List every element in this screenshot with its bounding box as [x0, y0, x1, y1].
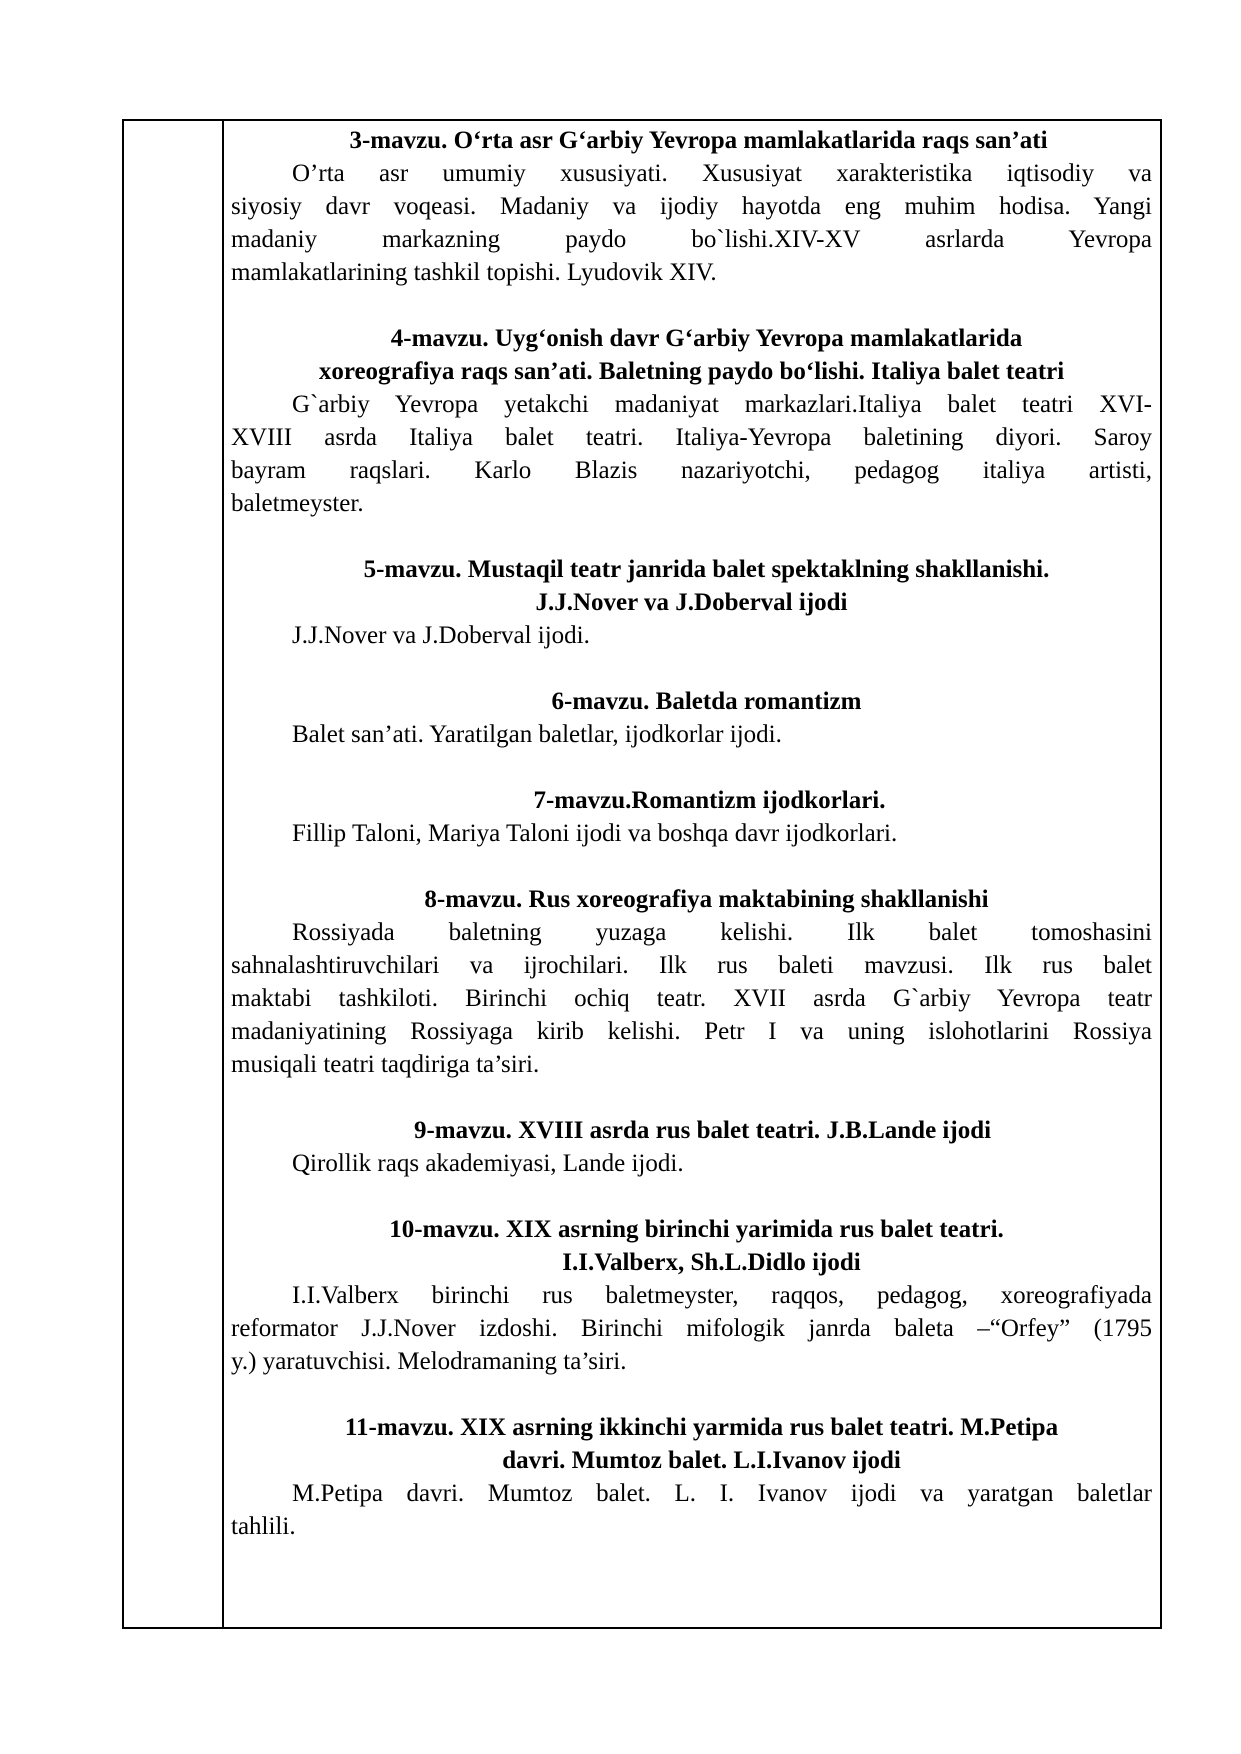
topic-body-line: J.J.Nover va J.Doberval ijodi. [292, 622, 590, 649]
topic-body-line: XVIII asrda Italiya balet teatri. Italiya-Yevropa baletining diyori. Saroy [231, 424, 1152, 451]
topic-body-line: I.I.Valberx birinchi rus baletmeyster, raqqos, pedagog, xoreografiyada [292, 1282, 1152, 1309]
topic-body-line: mamlakatlarining tashkil topishi. Lyudovik XIV. [231, 259, 717, 286]
topic-body-line: M.Petipa davri. Mumtoz balet. L. I. Ivanov ijodi va yaratgan baletlar [292, 1480, 1152, 1507]
topic-section [231, 652, 1152, 751]
topic-heading: 9-mavzu. XVIII asrda rus balet teatri. J.B.Lande ijodi [413, 1117, 992, 1144]
topic-section [231, 124, 1152, 289]
topic-body-line: Qirollik raqs akademiyasi, Lande ijodi. [292, 1150, 684, 1177]
topic-heading: 6-mavzu. Baletda romantizm [551, 688, 862, 715]
topic-section [231, 1378, 1152, 1543]
blank-line [231, 520, 1152, 553]
topic-body-line: maktabi tashkiloti. Birinchi ochiq teatr. XVII asrda G`arbiy Yevropa teatr [231, 985, 1152, 1012]
blank-line [231, 850, 1152, 883]
topic-heading: 7-mavzu.Romantizm ijodkorlari. [533, 787, 886, 814]
topic-section [231, 850, 1152, 1081]
topic-body-line: madaniyatining Rossiyaga kirib kelishi. Petr I va uning islohotlarini Rossiya [231, 1018, 1152, 1045]
topic-body-line: reformator J.J.Nover izdoshi. Birinchi mifologik janrda baleta –“Orfey” (1795 [231, 1315, 1152, 1342]
blank-line [231, 1081, 1152, 1114]
blank-line [231, 1180, 1152, 1213]
topic-heading: 11-mavzu. XIX asrning ikkinchi yarmida rus balet teatri. M.Petipa [344, 1414, 1059, 1441]
topic-section [231, 520, 1152, 652]
topic-heading: 5-mavzu. Mustaqil teatr janrida balet spektaklning shakllanishi. [363, 556, 1050, 583]
topic-heading: 4-mavzu. Uyg‘onish davr G‘arbiy Yevropa mamlakatlarida [390, 325, 1023, 352]
topic-heading: davri. Mumtoz balet. L.I.Ivanov ijodi [502, 1447, 901, 1474]
topic-section [231, 289, 1152, 520]
topic-body-line: O’rta asr umumiy xususiyati. Xususiyat xarakteristika iqtisodiy va [292, 160, 1152, 187]
blank-line [231, 289, 1152, 322]
topic-body-line: G`arbiy Yevropa yetakchi madaniyat markazlari.Italiya balet teatri XVI- [292, 391, 1152, 418]
blank-line [231, 652, 1152, 685]
topic-section [231, 1180, 1152, 1378]
number-column-cell [124, 121, 224, 1627]
topic-body-line: madaniy markazning paydo bo`lishi.XIV-XV asrlarda Yevropa [231, 226, 1152, 253]
topic-body-line: musiqali teatri taqdiriga ta’siri. [231, 1051, 540, 1078]
topic-body-line: Rossiyada baletning yuzaga kelishi. Ilk balet tomoshasini [292, 919, 1152, 946]
topic-heading: I.I.Valberx, Sh.L.Didlo ijodi [562, 1249, 861, 1276]
topic-heading: J.J.Nover va J.Doberval ijodi [535, 589, 848, 616]
topic-heading: 3-mavzu. O‘rta asr G‘arbiy Yevropa mamlakatlarida raqs san’ati [349, 127, 1048, 154]
topic-body-line: tahlili. [231, 1513, 296, 1540]
content-cell [231, 121, 1152, 1543]
topic-body-line: bayram raqslari. Karlo Blazis nazariyotchi, pedagog italiya artisti, [231, 457, 1152, 484]
topic-heading: 10-mavzu. XIX asrning birinchi yarimida rus balet teatri. [389, 1216, 1004, 1243]
topic-heading: 8-mavzu. Rus xoreografiya maktabining shakllanishi [424, 886, 989, 913]
topic-heading: xoreografiya raqs san’ati. Baletning paydo bo‘lishi. Italiya balet teatri [318, 358, 1065, 385]
topic-body-line: siyosiy davr voqeasi. Madaniy va ijodiy hayotda eng muhim hodisa. Yangi [231, 193, 1152, 220]
blank-line [231, 751, 1152, 784]
topic-section [231, 1081, 1152, 1180]
blank-line [231, 1378, 1152, 1411]
topic-body-line: Fillip Taloni, Mariya Taloni ijodi va boshqa davr ijodkorlari. [292, 820, 898, 847]
topic-body-line: y.) yaratuvchisi. Melodramaning ta’siri. [231, 1348, 627, 1375]
topic-body-line: Balet san’ati. Yaratilgan baletlar, ijodkorlar ijodi. [292, 721, 782, 748]
topic-section [231, 751, 1152, 850]
syllabus-table [122, 119, 1162, 1629]
topic-body-line: baletmeyster. [231, 490, 364, 517]
topic-body-line: sahnalashtiruvchilari va ijrochilari. Ilk rus baleti mavzusi. Ilk rus balet [231, 952, 1152, 979]
